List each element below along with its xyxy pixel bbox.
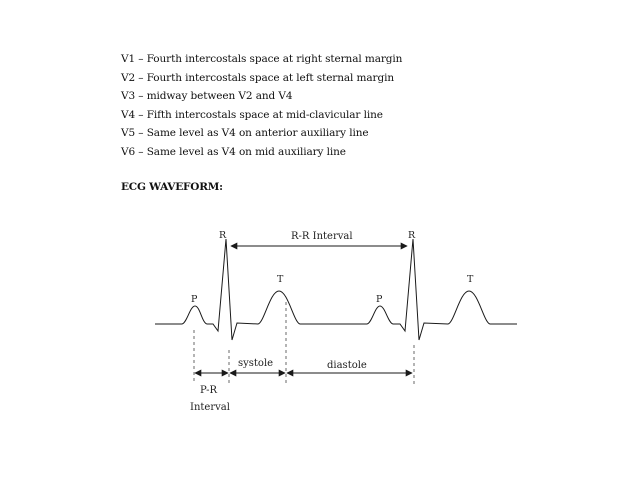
diastole-label: diastole: [327, 360, 367, 371]
wave-label-t-2: T: [467, 274, 474, 285]
lead-v3: V3 – midway between V2 and V4: [121, 90, 293, 103]
lead-v2: V2 – Fourth intercostals space at left sternal margin: [121, 71, 395, 84]
pr-interval-label-line2: Interval: [190, 402, 230, 413]
lead-v5: V5 – Same level as V4 on anterior auxiliary line: [121, 127, 369, 140]
ecg-trace: [155, 239, 517, 340]
wave-label-t-1: T: [277, 274, 284, 285]
lead-v1: V1 – Fourth intercostals space at right sternal margin: [121, 53, 403, 65]
systole-label: systole: [238, 358, 274, 369]
guide-lines: [194, 302, 414, 384]
lead-v4: V4 – Fifth intercostals space at mid-clavicular line: [121, 108, 383, 121]
rr-interval-label: R-R Interval: [291, 231, 353, 242]
ecg-waveform-heading: ECG WAVEFORM:: [121, 181, 223, 193]
wave-label-p-2: P: [376, 294, 383, 305]
wave-label-r-1: R: [219, 230, 227, 241]
wave-label-p-1: P: [191, 294, 198, 305]
wave-label-r-2: R: [408, 230, 416, 241]
lead-v6: V6 – Same level as V4 on mid auxiliary line: [121, 145, 346, 158]
pr-interval-label-line1: P-R: [200, 385, 218, 396]
